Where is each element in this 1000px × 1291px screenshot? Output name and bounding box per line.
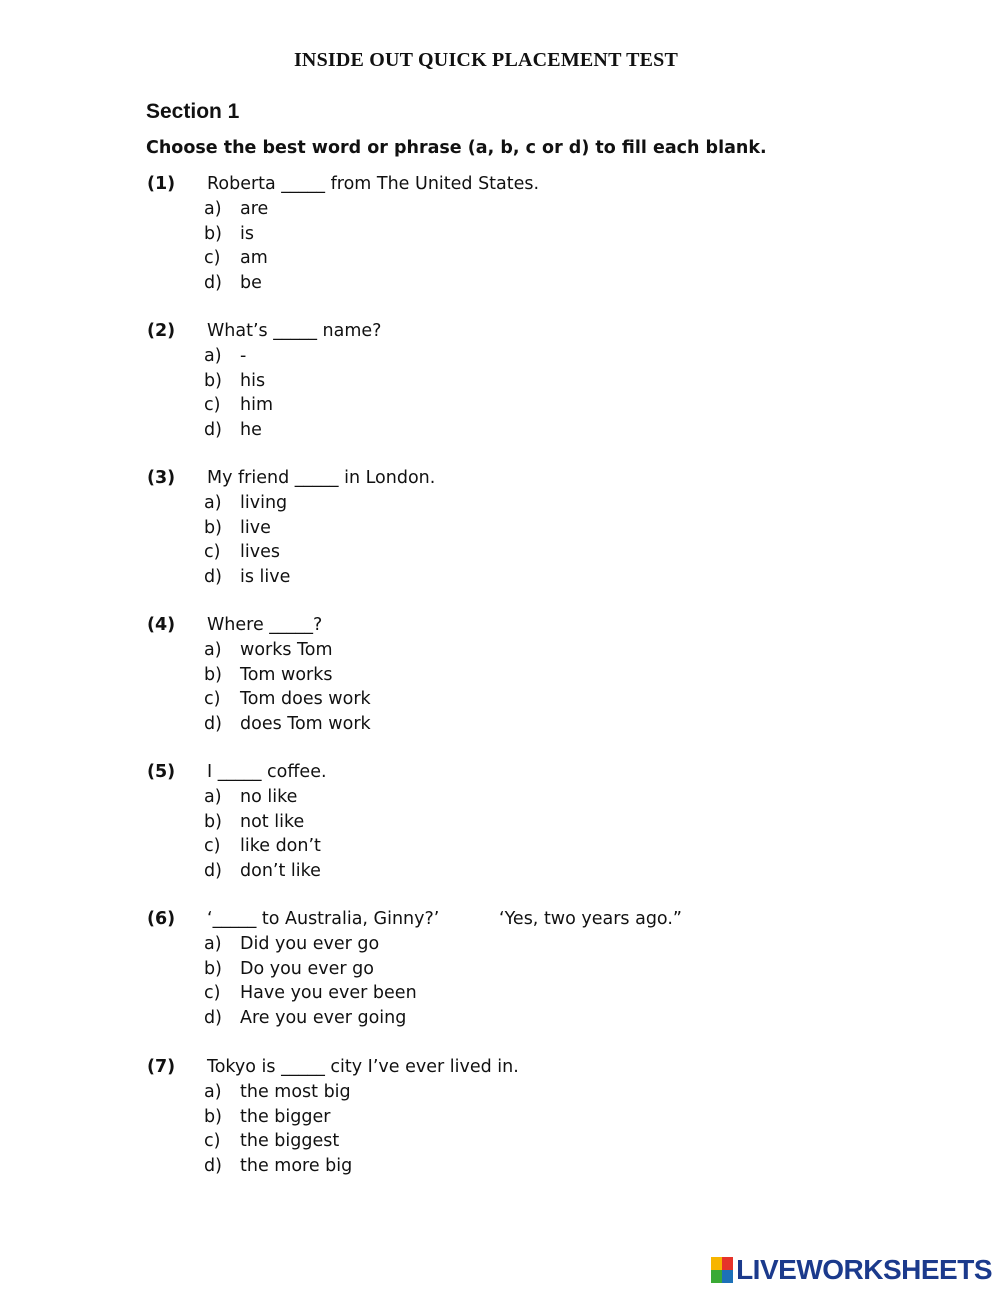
- option-letter: b): [204, 664, 222, 685]
- option-letter: c): [204, 542, 221, 562]
- liveworksheets-logo-icon: [711, 1257, 733, 1283]
- option-text: Tom works: [240, 664, 333, 685]
- option-text: be: [240, 272, 262, 293]
- option-letter: c): [204, 248, 221, 268]
- option-text: -: [240, 346, 247, 366]
- question-text: I _____ coffee.: [207, 762, 327, 782]
- option-letter: d): [204, 566, 222, 587]
- option-text: are: [240, 199, 269, 219]
- page-title: INSIDE OUT QUICK PLACEMENT TEST: [293, 49, 679, 71]
- option-letter: a): [204, 640, 222, 660]
- question-number: (2): [147, 321, 176, 341]
- option-letter: b): [204, 370, 222, 391]
- option-text: the biggest: [240, 1131, 340, 1151]
- question-number: (7): [147, 1057, 176, 1077]
- question-text: Roberta _____ from The United States.: [207, 174, 540, 194]
- option-letter: a): [204, 1082, 222, 1102]
- question-number: (1): [147, 174, 176, 194]
- question-number: (5): [147, 762, 176, 782]
- option-text: is live: [240, 566, 291, 587]
- option-letter: c): [204, 689, 221, 709]
- option-text: no like: [240, 787, 298, 807]
- option-letter: d): [204, 860, 222, 881]
- logo-text: LIVEWORKSHEETS: [736, 1254, 992, 1285]
- question-text: What’s _____ name?: [207, 321, 382, 341]
- option-letter: a): [204, 346, 222, 366]
- option-letter: b): [204, 1106, 222, 1127]
- option-letter: d): [204, 1007, 222, 1028]
- question-text: Tokyo is _____ city I’ve ever lived in.: [207, 1057, 519, 1077]
- option-text: live: [240, 517, 271, 538]
- option-letter: a): [204, 493, 222, 513]
- option-text: am: [240, 248, 268, 268]
- option-letter: c): [204, 1131, 221, 1151]
- option-text: don’t like: [240, 860, 321, 881]
- option-letter: c): [204, 983, 221, 1003]
- option-letter: c): [204, 395, 221, 415]
- question-number: (3): [147, 468, 176, 488]
- question-reply-text: ‘Yes, two years ago.”: [499, 909, 682, 929]
- option-text: he: [240, 419, 262, 440]
- question-number: (4): [147, 615, 176, 635]
- option-letter: d): [204, 713, 222, 734]
- option-text: like don’t: [240, 836, 321, 856]
- instructions: Choose the best word or phrase (a, b, c or d) to fill each blank.: [146, 138, 767, 158]
- option-letter: b): [204, 958, 222, 979]
- liveworksheets-logo[interactable]: [711, 1254, 992, 1286]
- option-text: the more big: [240, 1155, 353, 1176]
- option-text: not like: [240, 811, 305, 832]
- option-letter: b): [204, 517, 222, 538]
- option-letter: b): [204, 223, 222, 244]
- option-text: his: [240, 370, 266, 391]
- option-text: Are you ever going: [240, 1007, 407, 1028]
- question-text: Where _____?: [207, 615, 323, 635]
- option-letter: c): [204, 836, 221, 856]
- option-text: does Tom work: [240, 713, 371, 734]
- option-letter: d): [204, 419, 222, 440]
- option-letter: b): [204, 811, 222, 832]
- option-text: is: [240, 223, 254, 244]
- option-letter: a): [204, 934, 222, 954]
- option-text: Tom does work: [240, 689, 371, 709]
- question-text: ‘_____ to Australia, Ginny?’: [207, 909, 440, 929]
- option-text: lives: [240, 542, 280, 562]
- option-letter: d): [204, 272, 222, 293]
- option-letter: a): [204, 787, 222, 807]
- question-number: (6): [147, 909, 176, 929]
- option-text: the most big: [240, 1082, 351, 1102]
- option-letter: a): [204, 199, 222, 219]
- option-text: him: [240, 395, 274, 415]
- section-heading: Section 1: [146, 100, 240, 123]
- option-text: Did you ever go: [240, 934, 380, 954]
- option-text: works Tom: [240, 640, 333, 660]
- option-letter: d): [204, 1155, 222, 1176]
- option-text: living: [240, 493, 288, 513]
- question-text: My friend _____ in London.: [207, 468, 436, 488]
- option-text: Do you ever go: [240, 958, 374, 979]
- option-text: Have you ever been: [240, 983, 417, 1003]
- option-text: the bigger: [240, 1106, 331, 1127]
